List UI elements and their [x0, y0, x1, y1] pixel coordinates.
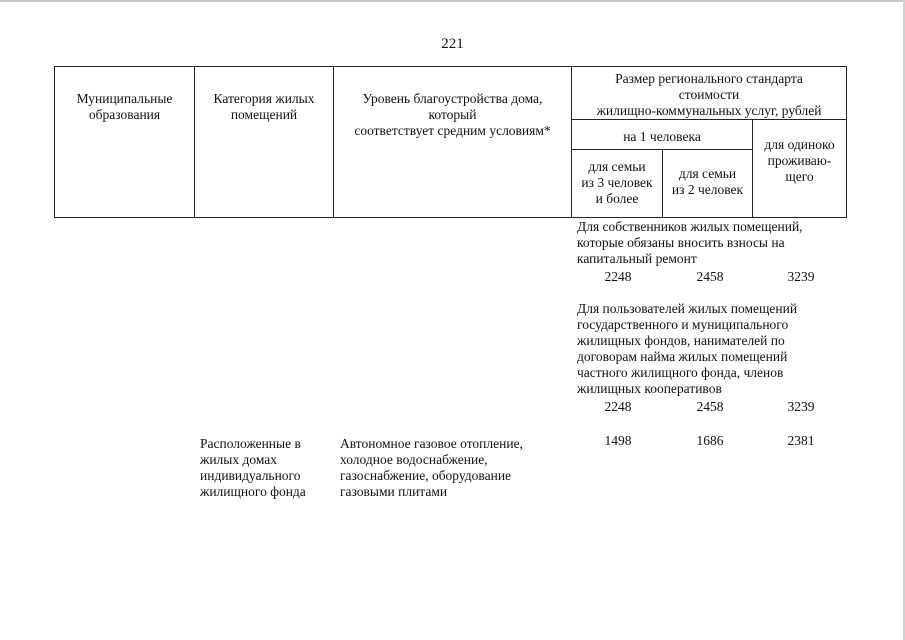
group-owners-family2-value: 2458	[696, 269, 724, 284]
row-individual-family2-value: 1686	[696, 433, 724, 448]
group-users-family2-value: 2458	[696, 399, 724, 414]
row-individual-family3-value: 1498	[604, 433, 632, 448]
group-users-family3-value: 2248	[604, 399, 632, 414]
header-municipalities: Муниципальные образования	[54, 66, 195, 218]
row-individual-category: Расположенные в жилых домах индивидуального жилищного фонда	[200, 436, 306, 499]
group-owners-single-value: 3239	[787, 269, 815, 284]
header-category: Категория жилых помещений	[194, 66, 334, 218]
page-number: 221	[441, 36, 464, 52]
group-owners-family3-value: 2248	[604, 269, 632, 284]
header-comfort-level: Уровень благоустройства дома, который соответствует средним условиям*	[333, 66, 572, 218]
header-regional-standard: Размер регионального стандарта стоимости жилищно-коммунальных услуг, рублей	[571, 66, 847, 120]
header-family-3-plus: для семьи из 3 человек и более	[571, 149, 663, 218]
group-users-label: Для пользователей жилых помещений государственного и муниципального жилищных фондов, нанимателей по договорам найма жилых помещений частного жилищного фонда, членов жилищных кооперативов	[577, 301, 798, 396]
header-single-resident: для одиноко проживаю- щего	[752, 119, 847, 218]
group-owners-label: Для собственников жилых помещений, которые обязаны вносить взносы на капитальный ремонт	[577, 219, 803, 266]
row-individual-comfort-level: Автономное газовое отопление, холодное водоснабжение, газоснабжение, оборудование газовыми плитами	[340, 436, 523, 499]
group-users-single-value: 3239	[787, 399, 815, 414]
row-individual-single-value: 2381	[787, 433, 815, 448]
page-top-edge	[0, 0, 905, 2]
header-family-2: для семьи из 2 человек	[662, 149, 753, 218]
header-per-person: на 1 человека	[571, 119, 753, 150]
